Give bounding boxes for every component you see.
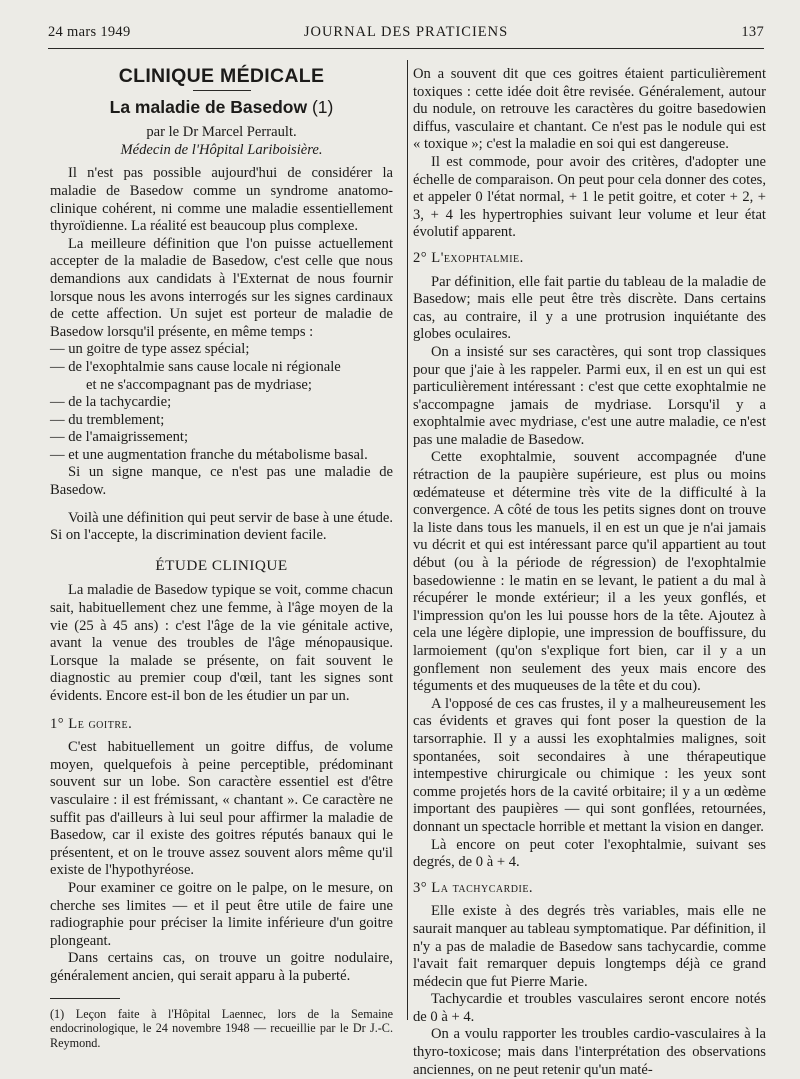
title-footnote-marker: (1) [311,96,334,117]
section-rule [193,90,251,91]
paragraph: La maladie de Basedow typique se voit, comme chacun sait, habituellement chez une femme, à l'âge moyen de la vie (25 à 45 ans) : c'est l'âge de la vie génitale active, avant la venue des troubles de l'âge ménopausique. Lorsque la malade se présente, on fait souvent le diagnostic au premier coup d'œil, tant les signes sont évidents. Encore est-il bon de les étudier un par un. [50,582,393,704]
list-item: — de l'amaigrissement; [50,429,188,446]
footnote-rule [50,998,120,999]
tachycardia-heading: 3° La tachycardie. [413,879,534,896]
issue-date: 24 mars 1949 [48,24,131,40]
author-line: par le Dr Marcel Perrault. [146,124,297,141]
list-item: — un goitre de type assez spécial; [50,341,250,358]
paragraph: Tachycardie et troubles vasculaires seront encore notés de 0 à + 4. [413,991,766,1025]
list-item: — et une augmentation franche du métabolisme basal. [50,446,368,463]
paragraph: On a voulu rapporter les troubles cardio-vasculaires à la thyro-toxicose; mais dans l'interprétation des observations anciennes, on ne peut retenir qu'un maté- [413,1026,766,1078]
section-title: CLINIQUE MÉDICALE [118,65,325,87]
paragraph: A l'opposé de ces cas frustes, il y a malheureusement les cas évidents et graves qui font poser la question de la tarsorraphie. Il y a aussi les exophtalmies malignes, soit spontanées, soit secondaires à une thérapeutique intempestive chirurgicale ou chimique : les yeux sont comme projetés hors de la cavité orbitaire; il y a un œdème important des paupières — qui sont gonflées, retournées, donnant un spectacle horrible et mettant la vision en danger. [413,695,766,835]
paragraph: On a souvent dit que ces goitres étaient particulièrement toxiques : cette idée doit être revisée. Généralement, autour du nodule, on retrouve les caractères du goitre basedowien diffus, vasculaire et chantant. Ce n'est pas le nodule qui est « toxique »; c'est la maladie en soi qui est dangereuse. [413,66,766,153]
paragraph: Cette exophtalmie, souvent accompagnée d'une rétraction de la paupière supérieure, est plus ou moins œdémateuse et détermine très vite de la difficulté à la convergence. A côté de tous les petits signes dont on trouve la liste dans tous les manuels, il en est un que je n'ai jamais vu décrit et qui est intéressant parce qu'il appartient au tout début (ou à la période de régression) de l'exophtalmie basedowienne : le matin en se levant, le patient a du mal à récupérer le monde extérieur; il a les yeux gonflés, et l'impression qu'on les lui pousse hors de la tête. Ajoutez à cela une légère diplopie, une impression de bouffissure, du larmoiement (qu'on s'explique fort bien, car il y a un gonflement non seulement des yeux mais encore des téguments et des muqueuses de la tête et du cou). [413,449,766,695]
study-heading: ÉTUDE CLINIQUE [155,556,288,574]
list-item: — de la tachycardie; [50,394,172,411]
paragraph: La meilleure définition que l'on puisse actuellement accepter de la maladie de Basedow, c'est celle que nous demandions aux candidats à l'Externat de nous fournir lorsque nous les avons interrogés sur les signes cardinaux de cette affection. Un sujet est porteur de maladie de Basedow lorsqu'il présente, en même temps : [50,235,393,340]
journal-name: JOURNAL DES PRATICIENS [303,24,509,40]
paragraph: Il est commode, pour avoir des critères, d'adopter une échelle de comparaison. On peut pour cela donner des cotes, et appeler 0 l'état normal, + 1 le petit goitre, et coter + 2, + 3, + 4 les hypertrophies suivant leur volume et leur état évolutif apparent. [413,153,766,241]
running-header [48,24,764,46]
paragraph: Dans certains cas, on trouve un goitre nodulaire, généralement ancien, qui serait apparu à la puberté. [50,950,393,984]
list-item: — de l'exophtalmie sans cause locale ni régionale [50,358,341,375]
paragraph: C'est habituellement un goitre diffus, de volume moyen, quelquefois à peine perceptible, prédominant souvent sur un lobe. Son caractère essentiel est d'être vasculaire : il est frémissant, « chantant ». Ce caractère ne suffit pas d'ailleurs à lui seul pour affirmer la maladie de Basedow, car il existe des goitres réputés banaux qui le présentent, et on le trouve assez souvent alors même qu'il existe de l'hypothyréose. [50,739,393,879]
footnote: (1) Leçon faite à l'Hôpital Laennec, lors de la Semaine endocrinologique, le 24 novembre 1948 — recueillie par le Dr J.-C. Reymond. [50,1006,393,1050]
article-title-text: La maladie de Basedow [109,96,308,117]
exophtalmia-heading: 2° L'exophtalmie. [413,249,524,266]
paragraph: On a insisté sur ses caractères, qui sont trop classiques pour que j'aie à les rappeler. Parmi eux, il en est un qui est particulièrement intéressant : c'est que cette exophtalmie ne s'accompagne jamais de mydriase. Lorsqu'il y a exophtalmie avec mydriase, c'est une autre maladie, ce n'est pas une maladie de Basedow. [413,343,766,448]
paragraph: Pour examiner ce goitre on le palpe, on le mesure, on cherche ses limites — et il peut être utile de faire une radiographie pour préciser la limite inférieure d'un goitre plongeant. [50,879,393,949]
paragraph: Voilà une définition qui peut servir de base à une étude. Si on l'accepte, la discrimination devient facile. [50,509,393,544]
paragraph: Par définition, elle fait partie du tableau de la maladie de Basedow; mais elle peut être très discrète. Dans certains cas, au contraire, il y a une protrusion inquiétante des globes oculaires. [413,273,766,343]
article-title [50,96,393,117]
header-rule [48,48,764,49]
page-number: 137 [741,24,764,40]
paragraph: Il n'est pas possible aujourd'hui de considérer la maladie de Basedow comme un syndrome anatomo-clinique cohérent, ni comme une maladie essentiellement thyroïdienne. La réalité est beaucoup plus complexe. [50,165,393,235]
list-item-continuation: et ne s'accompagnant pas de mydriase; [86,376,312,393]
left-column [50,62,393,1050]
author-affiliation: Médecin de l'Hôpital Lariboisière. [120,141,323,158]
list-item: — du tremblement; [50,411,165,428]
paragraph: Elle existe à des degrés très variables, mais elle ne saurait manquer au tableau symptomatique. Par définition, il n'y a pas de maladie de Basedow sans tachycardie, comme l'avait fait remarquer depuis longtemps déjà ce grand médecin que fut Pierre Marie. [413,903,766,990]
paragraph: Si un signe manque, ce n'est pas une maladie de Basedow. [50,464,393,499]
goitre-heading: 1° Le goitre. [50,715,133,732]
right-column [413,66,766,1079]
paragraph: Là encore on peut coter l'exophtalmie, suivant ses degrés, de 0 à + 4. [413,836,766,871]
column-divider [407,60,408,1020]
